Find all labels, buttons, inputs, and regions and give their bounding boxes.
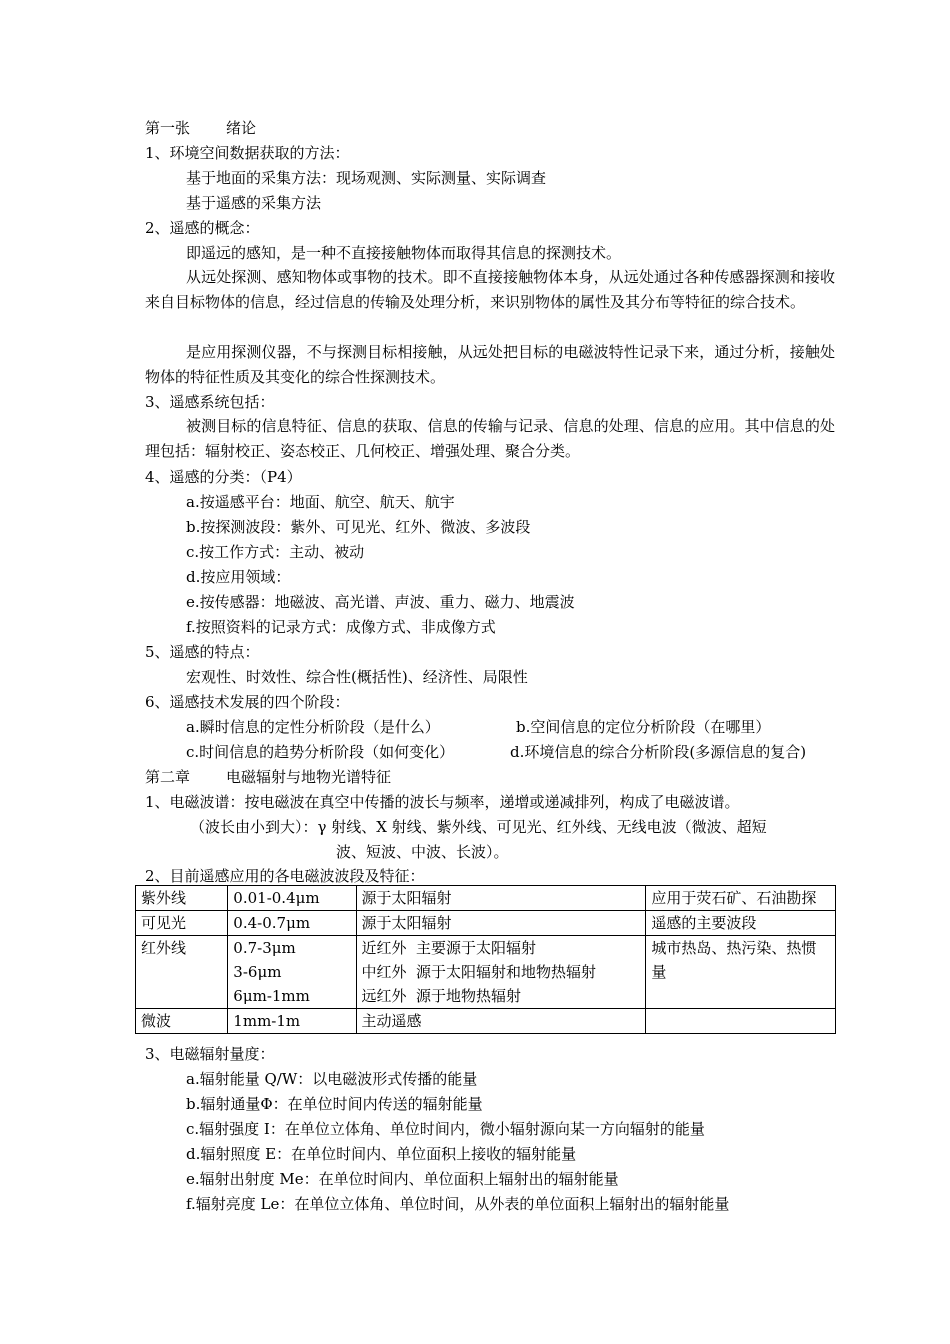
source-line: 远红外 源于地物热辐射	[361, 987, 522, 1005]
section-1-1-title: 1、环境空间数据获取的方法：	[145, 144, 350, 162]
table-cell-source: 源于太阳辐射	[356, 886, 646, 911]
stage-b: b.空间信息的定位分析阶段（在哪里）	[516, 718, 771, 736]
section-1-4-item: c.按工作方式：主动、被动	[186, 543, 365, 561]
table-cell-use	[646, 1009, 836, 1034]
chapter-1-title: 绪论	[226, 119, 257, 137]
stage-a: a.瞬时信息的定性分析阶段（是什么）	[186, 718, 440, 736]
section-1-5-title: 5、遥感的特点：	[145, 643, 260, 661]
stage-d: d.环境信息的综合分析阶段(多源信息的复合)	[510, 743, 807, 761]
section-1-3-title: 3、遥感系统包括：	[145, 393, 275, 411]
table-cell-source: 源于太阳辐射	[356, 911, 646, 936]
section-2-3-item: c.辐射强度 I：在单位立体角、单位时间内，微小辐射源向某一方向辐射的能量	[186, 1120, 705, 1138]
section-2-2-title: 2、目前遥感应用的各电磁波波段及特征：	[145, 867, 425, 885]
section-1-4-item: a.按遥感平台：地面、航空、航天、航宇	[186, 493, 455, 511]
section-1-4-title: 4、遥感的分类：（P4）	[145, 468, 302, 486]
range-line: 0.7-3μm	[233, 939, 296, 957]
section-1-5-text: 宏观性、时效性、综合性(概括性)、经济性、局限性	[186, 668, 528, 686]
section-1-2-title: 2、遥感的概念：	[145, 219, 260, 237]
table-cell-use: 城市热岛、热污染、热惯量	[646, 936, 836, 1009]
section-1-1-item: 基于遥感的采集方法	[186, 194, 322, 212]
section-1-4-item: e.按传感器：地磁波、高光谱、声波、重力、磁力、地震波	[186, 593, 575, 611]
table-row	[136, 1009, 836, 1034]
section-2-3-title: 3、电磁辐射量度：	[145, 1045, 275, 1063]
chapter-1-heading	[145, 116, 256, 140]
table-cell-source: 主动遥感	[356, 1009, 646, 1034]
stage-c: c.时间信息的趋势分析阶段（如何变化）	[186, 743, 455, 761]
source-line: 中红外 源于太阳辐射和地物热辐射	[361, 963, 597, 981]
chapter-2-title: 电磁辐射与地物光谱特征	[226, 768, 392, 786]
section-1-4-item: b.按探测波段：紫外、可见光、红外、微波、多波段	[186, 518, 531, 536]
band-table	[135, 885, 836, 1034]
source-line: 近红外 主要源于太阳辐射	[361, 939, 537, 957]
section-2-3-item: e.辐射出射度 Me：在单位时间内、单位面积上辐射出的辐射能量	[186, 1170, 619, 1188]
section-1-1-item: 基于地面的采集方法：现场观测、实际测量、实际调查	[186, 169, 547, 187]
table-cell-band: 微波	[136, 1009, 228, 1034]
section-1-4-item: d.按应用领域：	[186, 568, 291, 586]
table-cell-use: 应用于荧石矿、石油勘探	[646, 886, 836, 911]
table-cell-use: 遥感的主要波段	[646, 911, 836, 936]
table-row	[136, 936, 836, 1009]
table-row	[136, 886, 836, 911]
chapter-1-number: 第一张	[145, 119, 191, 137]
table-row	[136, 911, 836, 936]
table-cell-source	[356, 936, 646, 1009]
table-cell-band: 紫外线	[136, 886, 228, 911]
table-cell-band: 可见光	[136, 911, 228, 936]
section-1-2-paragraph: 是应用探测仪器，不与探测目标相接触，从远处把目标的电磁波特性记录下来，通过分析，接触处物体的特征性质及其变化的综合性探测技术。	[145, 343, 835, 386]
section-2-1-line: 波、短波、中波、长波）。	[336, 843, 509, 861]
table-cell-band: 红外线	[136, 936, 228, 1009]
table-cell-range	[228, 936, 356, 1009]
section-2-1-title: 1、电磁波谱：按电磁波在真空中传播的波长与频率，递增或递减排列，构成了电磁波谱。	[145, 793, 740, 811]
range-line: 6μm-1mm	[233, 987, 310, 1005]
section-1-2-paragraph: 从远处探测、感知物体或事物的技术。即不直接接触物体本身，从远处通过各种传感器探测和接收来自目标物体的信息，经过信息的传输及处理分析，来识别物体的属性及其分布等特征的综合技术。	[145, 268, 835, 311]
table-cell-range: 0.4-0.7μm	[228, 911, 356, 936]
section-1-2-paragraph: 即遥远的感知，是一种不直接接触物体而取得其信息的探测技术。	[186, 244, 622, 262]
range-line: 3-6μm	[233, 963, 282, 981]
chapter-2-heading	[145, 765, 391, 789]
section-2-3-item: b.辐射通量Φ：在单位时间内传送的辐射能量	[186, 1095, 483, 1113]
table-cell-range: 1mm-1m	[228, 1009, 356, 1034]
chapter-2-number: 第二章	[145, 768, 191, 786]
section-2-3-item: d.辐射照度 E：在单位时间内、单位面积上接收的辐射能量	[186, 1145, 577, 1163]
section-1-3-paragraph: 被测目标的信息特征、信息的获取、信息的传输与记录、信息的处理、信息的应用。其中信息的处理包括：辐射校正、姿态校正、几何校正、增强处理、聚合分类。	[145, 417, 835, 460]
section-2-1-line: （波长由小到大）：γ 射线、X 射线、紫外线、可见光、红外线、无线电波（微波、超短	[190, 818, 767, 836]
table-cell-range: 0.01-0.4μm	[228, 886, 356, 911]
section-2-3-item: a.辐射能量 Q/W：以电磁波形式传播的能量	[186, 1070, 478, 1088]
section-2-3-item: f.辐射亮度 Le：在单位立体角、单位时间，从外表的单位面积上辐射出的辐射能量	[186, 1195, 730, 1213]
section-1-4-item: f.按照资料的记录方式：成像方式、非成像方式	[186, 618, 496, 636]
section-1-6-title: 6、遥感技术发展的四个阶段：	[145, 693, 350, 711]
